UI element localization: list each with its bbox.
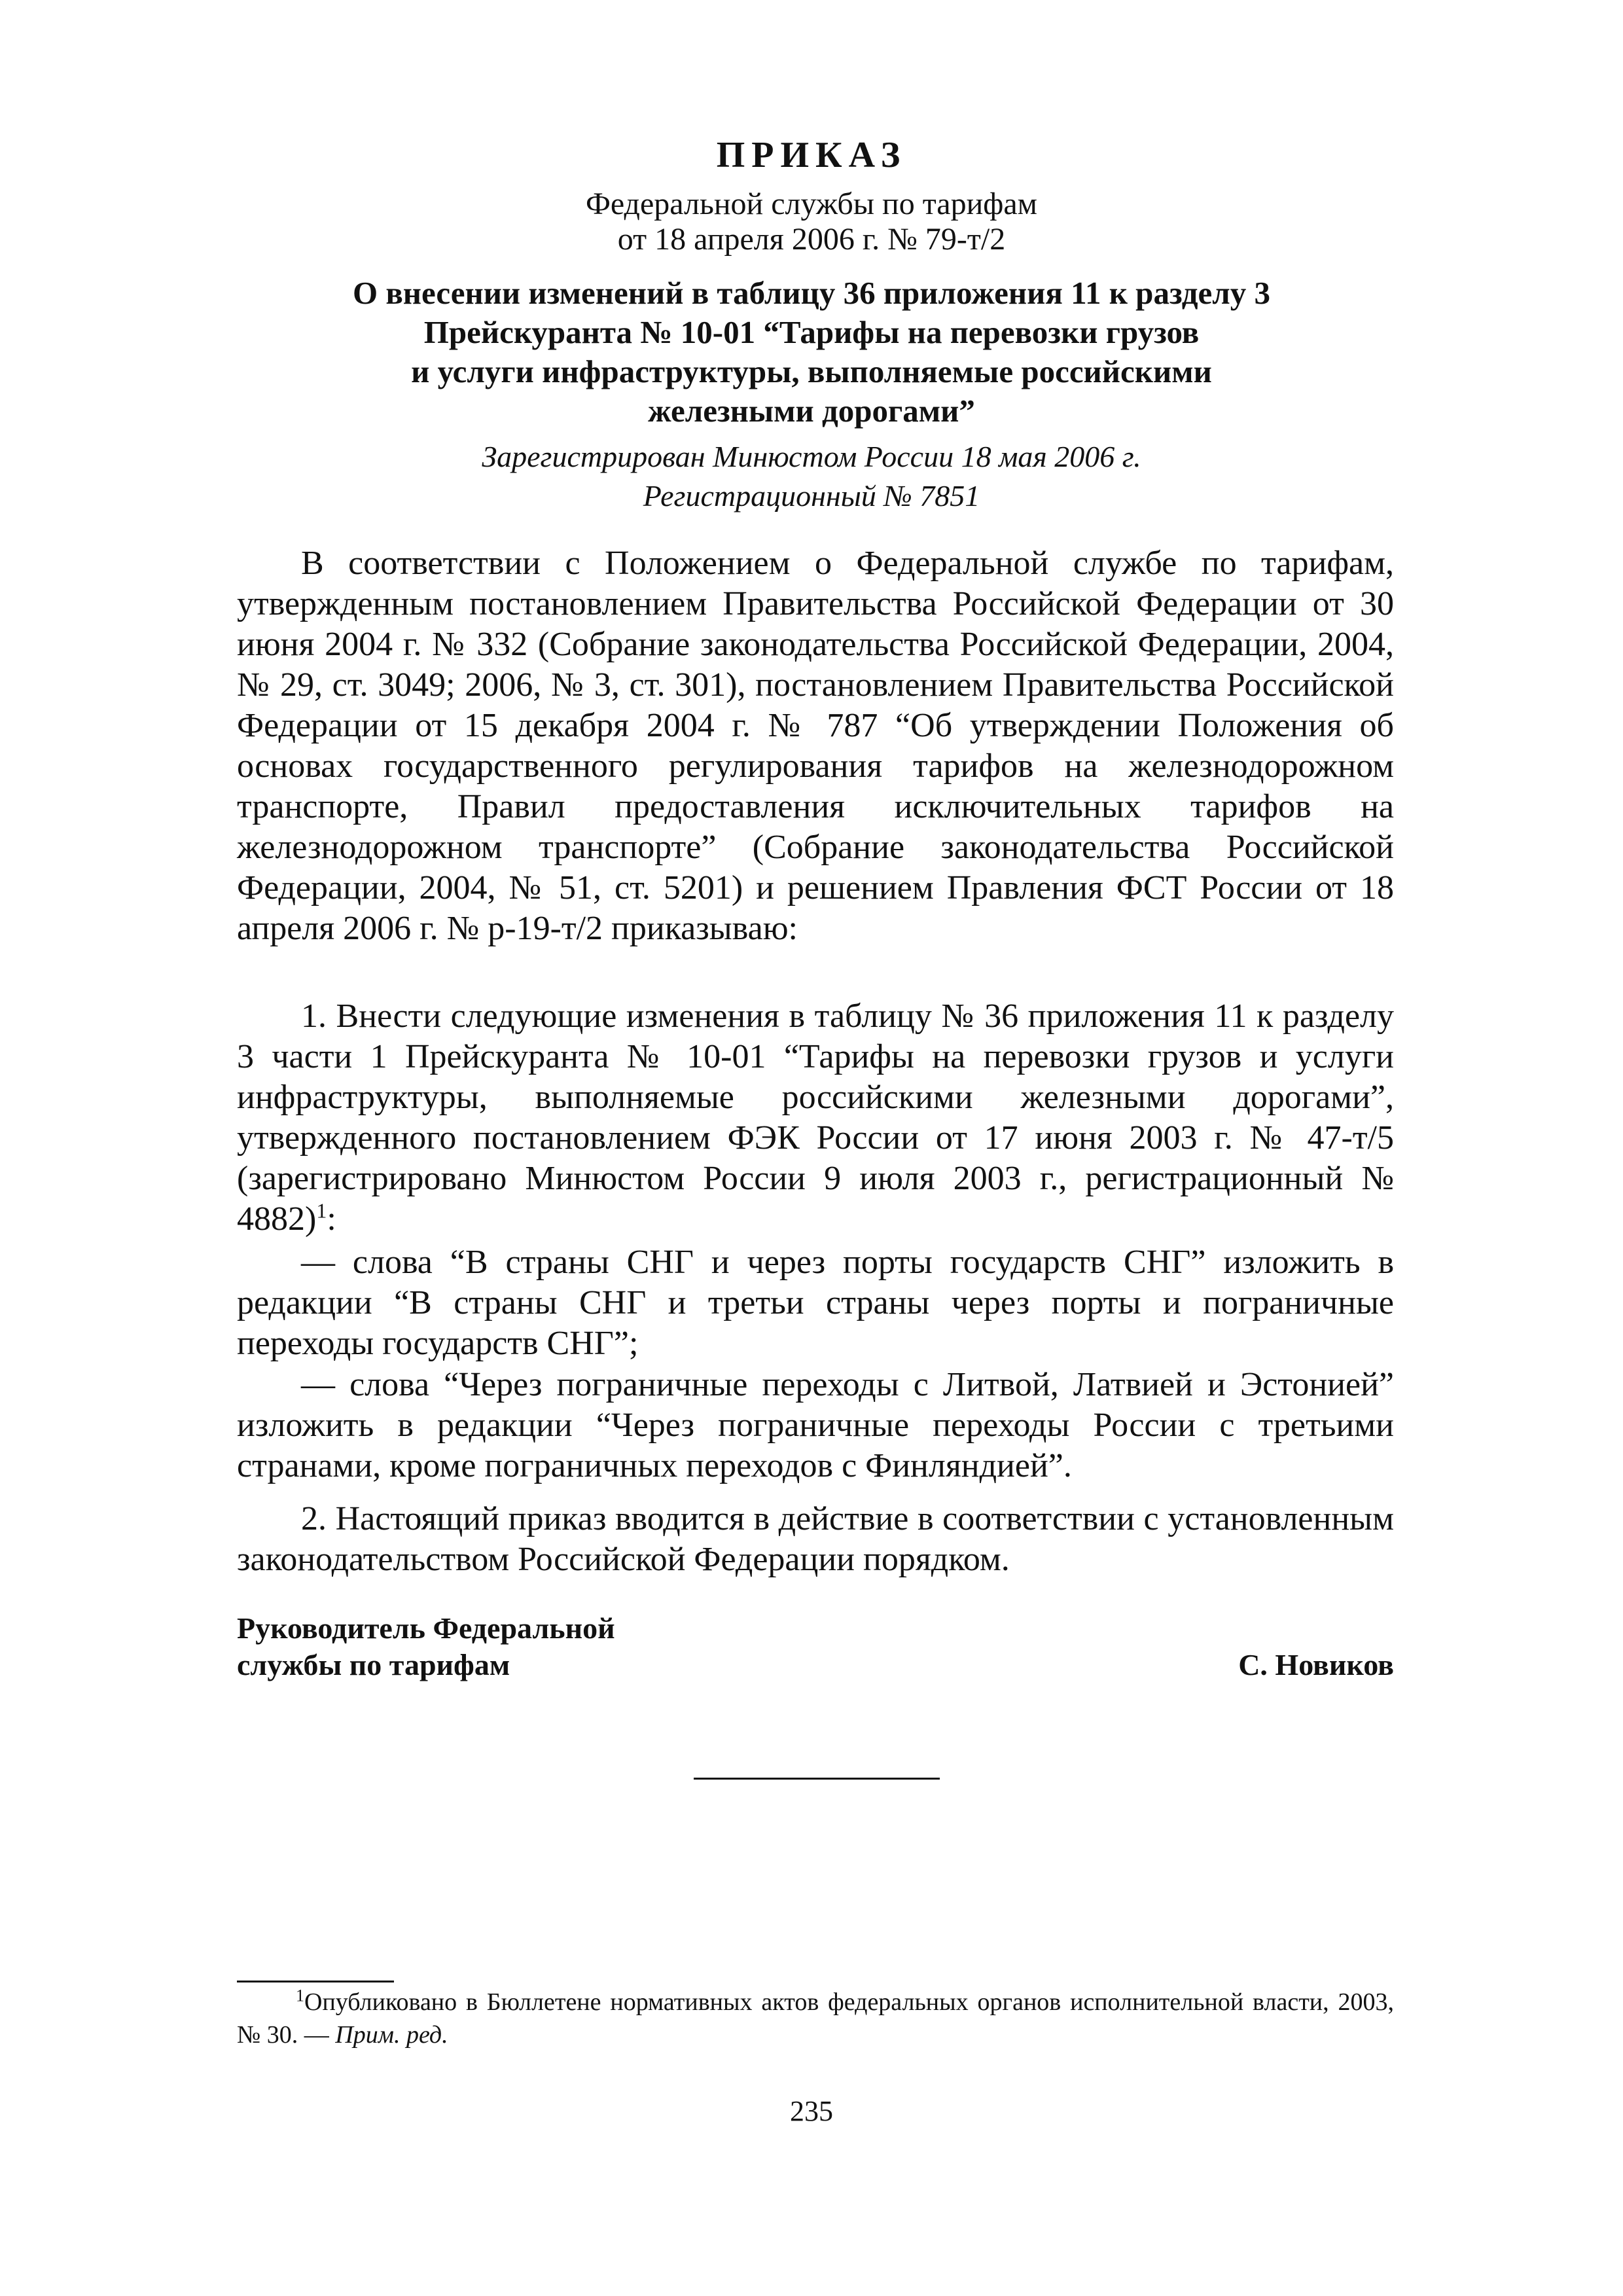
signatory-position [237,1610,615,1683]
footnote [237,1986,1394,2051]
preamble-paragraph: В соответствии с Положением о Федеральной службе по тарифам, утвержденным постановлением Правительства Российской Федерации от 30 июня 2004 г. № 332 (Собрание законодательства Российской Федерации, 2004, № 29, ст. 3049; 2006, № 3, ст. 301), постановлением Правительства Российской Федерации от 15 декабря 2004 г. № 787 “Об утверждении Положения об основах государственного регулирования тарифов на железнодорожном транспорте, Правил предоставления исключительных тарифов на железнодорожном транспорте” (Собрание законодательства Российской Федерации, 2004, № 51, ст. 5201) и решением Правления ФСТ России от 18 апреля 2006 г. № р-19-т/2 приказываю: [237,545,1394,947]
footnote-reference: 1 [316,1198,327,1223]
date-number-line: от 18 апреля 2006 г. № 79-т/2 [617,222,1006,257]
position-line: Руководитель Федеральной [237,1611,615,1645]
document-kind: ПРИКАЗ [716,135,907,175]
editor-note: Прим. ред. [335,2021,448,2049]
document-title [236,274,1387,431]
footnote-rule [237,1981,394,1982]
dash-item-1: — слова “В страны СНГ и через порты государств СНГ” изложить в редакции “В страны СНГ и третьи страны через порты и пограничные переходы государств СНГ”; [237,1244,1394,1362]
registration-line: Зарегистрирован Минюстом России 18 мая 2006 г. [482,440,1141,473]
dash-item-2: — слова “Через пограничные переходы с Литвой, Латвией и Эстонией” изложить в редакции “Через пограничные переходы России с третьими странами, кроме пограничных переходов с Финляндией”. [237,1366,1394,1484]
registration-note [236,437,1387,516]
section-divider [694,1778,940,1780]
title-line: и услуги инфраструктуры, выполняемые российскими [411,353,1212,389]
registration-number: Регистрационный № 7851 [643,479,980,512]
item-1-tail: : [327,1200,336,1238]
issuer-line: Федеральной службы по тарифам [585,187,1038,221]
item-1-paragraph [237,996,1394,1240]
signatory-name: С. Новиков [1238,1648,1394,1681]
footnote-mark: 1 [296,1986,304,2005]
title-line: железными дорогами” [648,393,975,429]
item-2-paragraph: 2. Настоящий приказ вводится в действие в соответствии с установленным законодательством Российской Федерации порядком. [237,1500,1394,1578]
item-1-text: 1. Внести следующие изменения в таблицу № 36 приложения 11 к разделу 3 части 1 Прейскуранта № 10-01 “Тарифы на перевозки грузов и услуги инфраструктуры, выполняемые российскими железными дорогами”, утвержденного постановлением ФЭК России от 17 июня 2003 г. № 47-т/5 (зарегистрировано Минюстом России 9 июля 2003 г., регистрационный № 4882) [237,997,1394,1238]
title-line: Прейскуранта № 10-01 “Тарифы на перевозки грузов [423,314,1200,350]
position-line: службы по тарифам [237,1648,510,1681]
footnote-text: Опубликовано в Бюллетене нормативных актов федеральных органов исполнительной власти, 2003, № 30. — [237,1988,1394,2049]
title-line: О внесении изменений в таблицу 36 приложения 11 к разделу 3 [352,275,1271,311]
page-number: 235 [790,2095,833,2127]
